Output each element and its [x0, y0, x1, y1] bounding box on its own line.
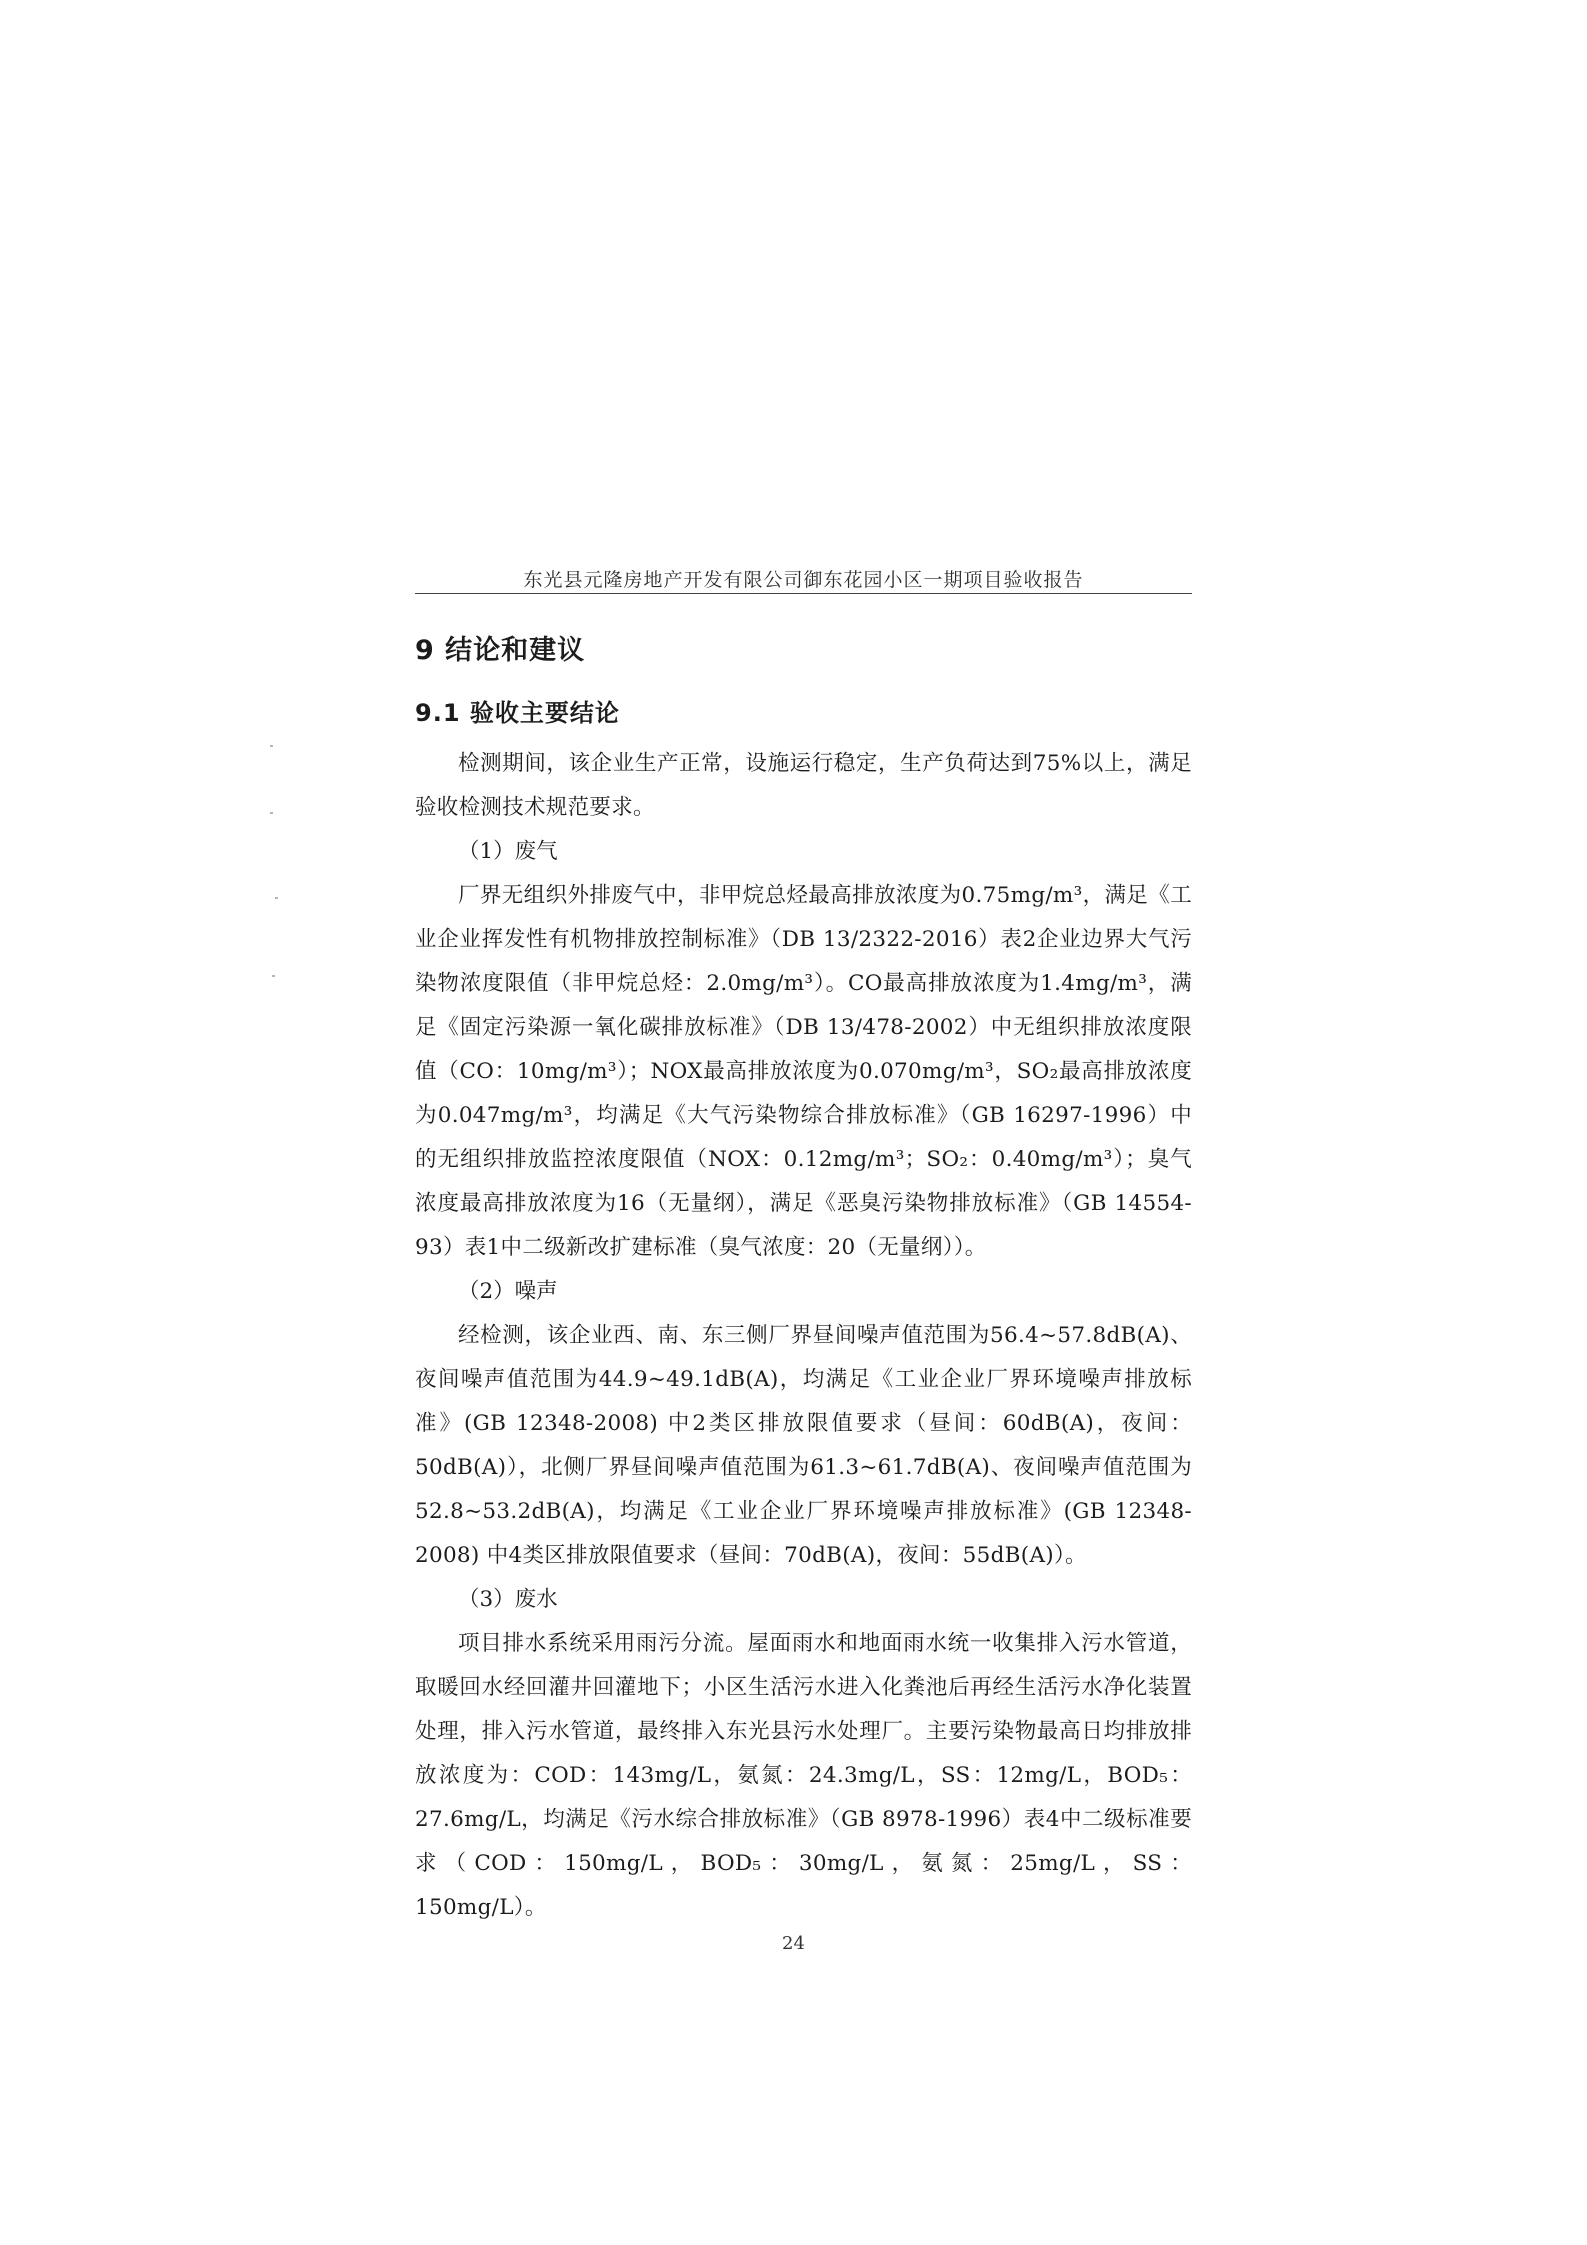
- running-header: 东光县元隆房地产开发有限公司御东花园小区一期项目验收报告: [523, 569, 1084, 591]
- page-number: 24: [782, 1933, 805, 1954]
- chapter-title: 9 结论和建议: [415, 635, 586, 666]
- header-divider: [415, 593, 1192, 594]
- waste-water-heading: （3）废水: [458, 1587, 558, 1612]
- waste-gas-paragraph: 厂界无组织外排废气中，非甲烷总烃最高排放浓度为0.75mg/m³，满足《工业企业挥发性有机物排放控制标准》（DB 13/2322-2016）表2企业边界大气污染物浓度限值（非甲烷总烃：2.0mg/m³）。CO最高排放浓度为1.4mg/m³，满足《固定污染源一氧化碳排放标准》（DB 13/478-2002）中无组织排放浓度限值（CO：10mg/m³）；NOX最高排放浓度为0.070mg/m³，SO₂最高排放浓度为0.047mg/m³，均满足《大气污染物综合排放标准》（GB 16297-1996）中的无组织排放监控浓度限值（NOX：0.12mg/m³；SO₂：0.40mg/m³）；臭气浓度最高排放浓度为16（无量纲），满足《恶臭污染物排放标准》（GB 14554-93）表1中二级新改扩建标准（臭气浓度：20（无量纲））。: [415, 883, 1192, 1260]
- scan-speck: [272, 975, 275, 977]
- noise-heading: （2）噪声: [458, 1279, 558, 1304]
- waste-gas-heading: （1）废气: [458, 839, 558, 864]
- scan-speck: [270, 745, 273, 747]
- waste-water-paragraph: 项目排水系统采用雨污分流。屋面雨水和地面雨水统一收集排入污水管道，取暖回水经回灌井回灌地下；小区生活污水进入化粪池后再经生活污水净化装置处理，排入污水管道，最终排入东光县污水处理厂。主要污染物最高日均排放排放浓度为：COD：143mg/L，氨氮：24.3mg/L，SS：12mg/L，BOD₅：27.6mg/L，均满足《污水综合排放标准》（GB 8978-1996）表4中二级标准要求（COD：150mg/L，BOD₅：30mg/L，氨氮：25mg/L，SS：150mg/L）。: [415, 1631, 1192, 1920]
- page-content: [415, 628, 1192, 1930]
- intro-paragraph: 检测期间，该企业生产正常，设施运行稳定，生产负荷达到75%以上，满足验收检测技术规范要求。: [415, 751, 1192, 820]
- scan-speck: [270, 812, 273, 814]
- section-title: 9.1 验收主要结论: [415, 699, 620, 727]
- noise-paragraph: 经检测，该企业西、南、东三侧厂界昼间噪声值范围为56.4~57.8dB(A)、夜间噪声值范围为44.9~49.1dB(A)，均满足《工业企业厂界环境噪声排放标准》(GB 12348-2008) 中2类区排放限值要求（昼间：60dB(A)，夜间：50dB(A)），北侧厂界昼间噪声值范围为61.3~61.7dB(A)、夜间噪声值范围为52.8~53.2dB(A)，均满足《工业企业厂界环境噪声排放标准》(GB 12348-2008) 中4类区排放限值要求（昼间：70dB(A)，夜间：55dB(A)）。: [415, 1323, 1192, 1568]
- scan-speck: [275, 897, 278, 899]
